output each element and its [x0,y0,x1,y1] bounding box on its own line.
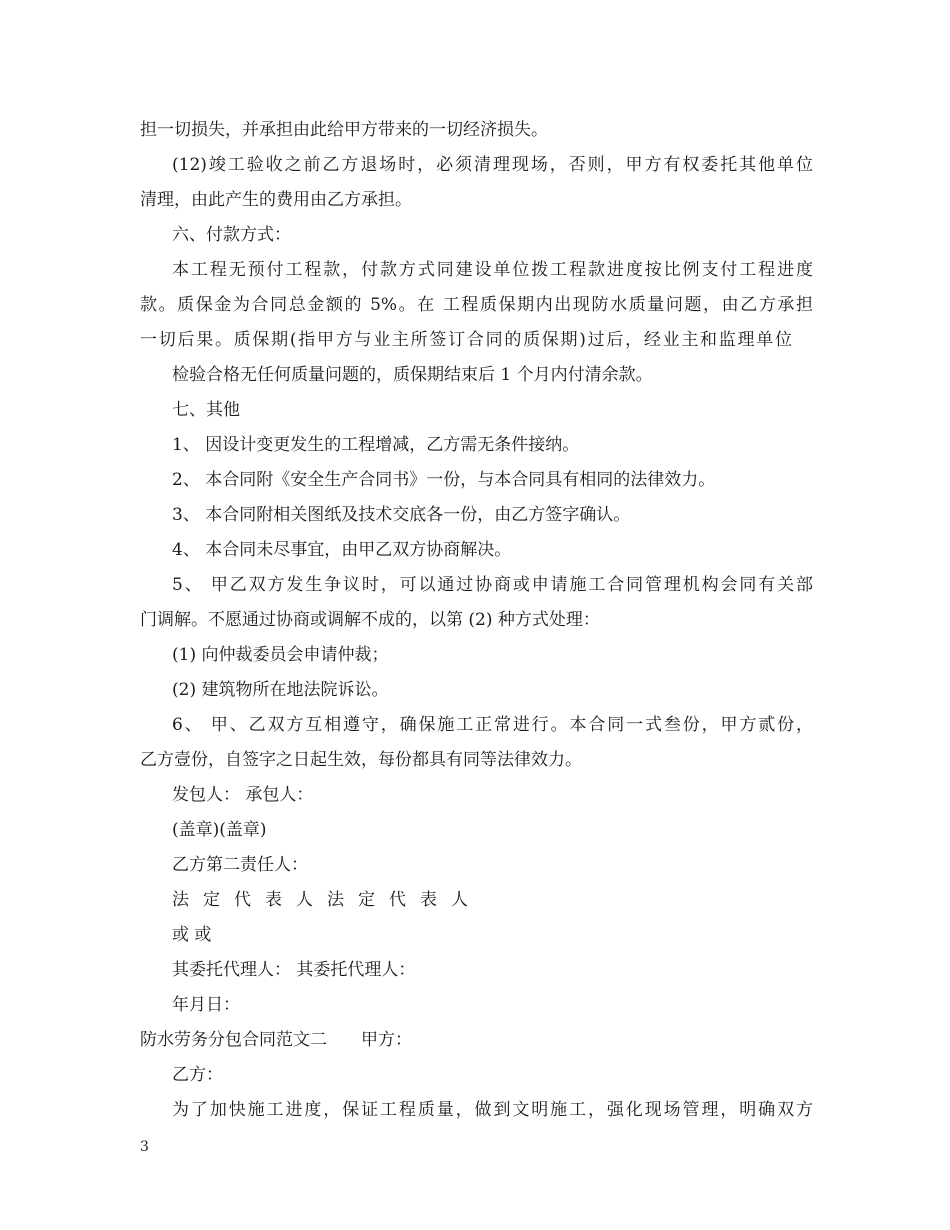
body-line: 门调解。不愿通过协商或调解不成的，以第 (2) 种方式处理： [140,610,600,630]
list-item: 1、 因设计变更发生的工程增减，乙方需无条件接纳。 [172,435,580,455]
body-line: 款。质保金为合同总金额的 5%。在 工程质保期内出现防水质量问题，由乙方承担 [140,295,813,315]
body-line: (12)竣工验收之前乙方退场时，必须清理现场，否则，甲方有权委托其他单位 [172,155,813,175]
list-item: 4、 本合同未尽事宜，由甲乙双方协商解决。 [172,540,512,560]
signature-line: 发包人： 承包人： [172,785,314,805]
list-item: 6、 甲、乙双方互相遵守，确保施工正常进行。本合同一式叁份，甲方贰份， [172,715,813,735]
page-number: 3 [140,1139,149,1155]
signature-line: 乙方第二责任人： [172,855,308,875]
signature-line: 或 或 [172,925,212,945]
signature-line: (盖章)(盖章) [172,820,267,840]
list-item: 3、 本合同附相关图纸及技术交底各一份，由乙方签字确认。 [172,505,631,525]
signature-line: 其委托代理人： 其委托代理人： [172,960,416,980]
body-line: 一切后果。质保期(指甲方与业主所签订合同的质保期)过后，经业主和监理单位 [140,330,792,350]
body-line: 乙方壹份，自签字之日起生效，每份都具有同等法律效力。 [140,750,582,770]
section-heading: 六、付款方式： [172,225,291,245]
body-line: 清理，由此产生的费用由乙方承担。 [140,190,412,210]
list-item: 5、 甲乙双方发生争议时，可以通过协商或申请施工合同管理机构会同有关部 [172,575,813,595]
document-title-line: 防水劳务分包合同范文二 甲方： [140,1030,412,1050]
body-line: 检验合格无任何质量问题的，质保期结束后 1 个月内付清余款。 [172,365,653,385]
list-item: 2、 本合同附《安全生产合同书》一份，与本合同具有相同的法律效力。 [172,470,716,490]
section-heading: 七、其他 [172,400,240,420]
signature-line: 年月日： [172,995,240,1015]
list-item: (2) 建筑物所在地法院诉讼。 [172,680,389,700]
list-item: (1) 向仲裁委员会申请仲裁； [172,645,389,665]
body-line: 担一切损失，并承担由此给甲方带来的一切经济损失。 [140,120,548,140]
party-line: 乙方： [172,1065,223,1085]
signature-line: 法定代表人法定代表人 [172,890,482,910]
body-line: 本工程无预付工程款，付款方式同建设单位拨工程款进度按比例支付工程进度 [172,260,813,280]
body-line: 为了加快施工进度，保证工程质量，做到文明施工，强化现场管理，明确双方 [172,1100,813,1120]
